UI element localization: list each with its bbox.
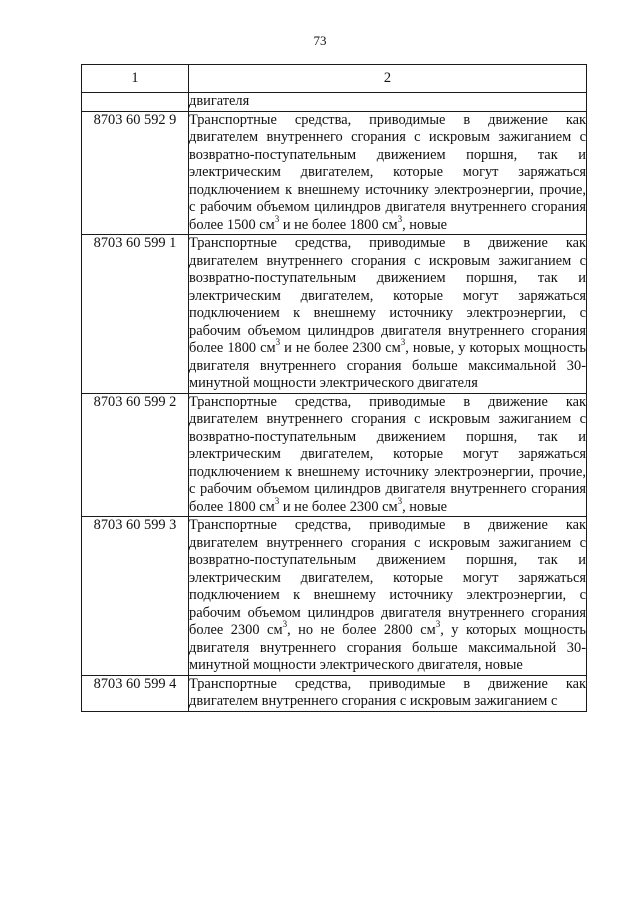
superscript: 3 bbox=[274, 213, 280, 224]
table-row bbox=[82, 675, 587, 711]
description-text: , но не более 2800 см bbox=[287, 622, 436, 638]
description-text: , новые, у которых мощность двигателя внутреннего сгорания больше максимальной 30-минутной мощности электрического двигателя bbox=[189, 340, 586, 391]
superscript: 3 bbox=[397, 495, 403, 506]
superscript: 3 bbox=[400, 337, 406, 348]
description-text: Транспортные средства, приводимые в движение как двигателем внутреннего сгорания с искровым зажиганием с возвратно-поступательным движением поршня, так и электрическим двигателем, которые могут заряжаться подключением к внешнему источнику электроэнергии, прочие, с рабочим объемом цилиндров двигателя внутреннего сгорания более 1500 см bbox=[189, 111, 586, 233]
table-body bbox=[82, 93, 587, 712]
page-number: 73 bbox=[313, 33, 327, 48]
tariff-code: 8703 60 592 9 bbox=[82, 111, 189, 235]
tariff-description bbox=[189, 111, 587, 235]
table-row bbox=[82, 517, 587, 676]
tariff-code: 8703 60 599 1 bbox=[82, 235, 189, 394]
tariff-code: 8703 60 599 2 bbox=[82, 393, 189, 517]
superscript: 3 bbox=[275, 337, 281, 348]
description-text: , новые bbox=[402, 216, 448, 233]
tariff-description bbox=[189, 393, 587, 517]
table-row bbox=[82, 235, 587, 394]
superscript: 3 bbox=[435, 619, 441, 630]
column-header-description: 2 bbox=[189, 65, 587, 93]
tariff-code bbox=[82, 93, 189, 112]
description-text: и не более 1800 см bbox=[279, 216, 398, 233]
superscript: 3 bbox=[282, 619, 288, 630]
superscript: 3 bbox=[397, 213, 403, 224]
tariff-table bbox=[81, 64, 587, 712]
table-row bbox=[82, 93, 587, 112]
table-row bbox=[82, 111, 587, 235]
description-text: Транспортные средства, приводимые в движение как двигателем внутреннего сгорания с искровым зажиганием с возвратно-поступательным движением поршня, так и электрическим двигателем, которые могут заряжаться подключением к внешнему источнику электроэнергии, с рабочим объемом цилиндров двигателя внутреннего сгорания более 2300 см bbox=[189, 517, 586, 638]
tariff-description bbox=[189, 517, 587, 676]
description-text: Транспортные средства, приводимые в движение как двигателем внутреннего сгорания с искровым зажиганием с возвратно-поступательным движением поршня, так и электрическим двигателем, которые могут заряжаться подключением к внешнему источнику электроэнергии, с рабочим объемом цилиндров двигателя внутреннего сгорания более 1800 см bbox=[189, 235, 586, 356]
tariff-description bbox=[189, 675, 587, 711]
description-text: двигателя bbox=[189, 93, 250, 109]
description-text: Транспортные средства, приводимые в движение как двигателем внутреннего сгорания с искровым зажиганием с возвратно-поступательным движением поршня, так и электрическим двигателем, которые могут заряжаться подключением к внешнему источнику электроэнергии, прочие, с рабочим объемом цилиндров двигателя внутреннего сгорания более 1800 см bbox=[189, 393, 586, 515]
description-text: , новые bbox=[402, 498, 448, 515]
description-text: и не более 2300 см bbox=[279, 498, 398, 515]
tariff-description bbox=[189, 93, 587, 112]
column-header-code: 1 bbox=[82, 65, 189, 93]
description-text: Транспортные средства, приводимые в движение как двигателем внутреннего сгорания с искровым зажиганием с bbox=[189, 675, 586, 709]
description-text: и не более 2300 см bbox=[280, 340, 401, 356]
superscript: 3 bbox=[274, 495, 280, 506]
description-text: , у которых мощность двигателя внутреннего сгорания больше максимальной 30-минутной мощности электрического двигателя, новые bbox=[189, 622, 586, 673]
tariff-description bbox=[189, 235, 587, 394]
tariff-code: 8703 60 599 4 bbox=[82, 675, 189, 711]
table-row bbox=[82, 393, 587, 517]
tariff-code: 8703 60 599 3 bbox=[82, 517, 189, 676]
table-header-row bbox=[82, 65, 587, 93]
